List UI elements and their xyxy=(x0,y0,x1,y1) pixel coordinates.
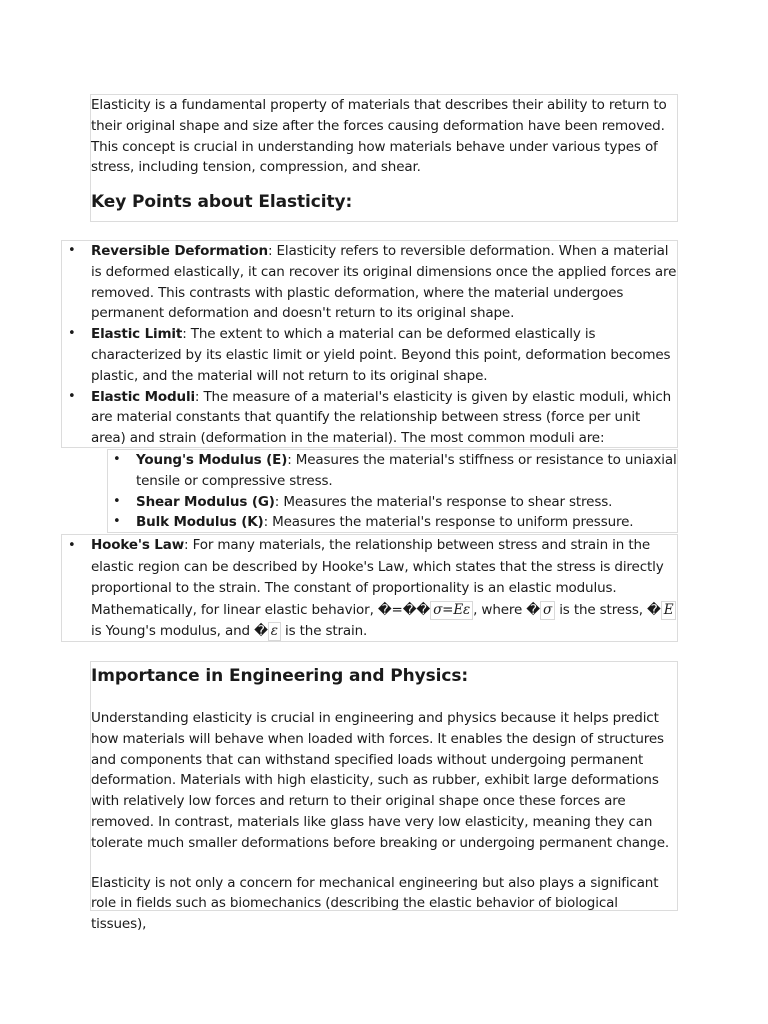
hookes-law-section xyxy=(61,534,678,642)
list-item-text: : Elasticity refers to reversible deformation. When a material is deformed elastically, it can recover its original dimensions once the applied forces are removed. This contrasts with plastic deformation, where the material undergoes permanent deformation and doesn't return to its original shape. xyxy=(91,243,677,322)
key-points-list xyxy=(62,241,677,449)
moduli-section xyxy=(107,449,678,533)
sigma-fallback: � xyxy=(526,601,540,618)
list-item-text: : The measure of a material's elasticity is given by elastic moduli, which are material constants that quantify the relationship between stress (force per unit area) and strain (deformation in the material). The most common moduli are: xyxy=(91,388,672,447)
list-item-term: Young's Modulus (E) xyxy=(136,452,288,468)
bullet-icon: • xyxy=(68,243,76,258)
bullet-icon: • xyxy=(68,388,76,404)
importance-section xyxy=(90,661,678,933)
epsilon-fallback: � xyxy=(254,623,268,639)
list-item-term: Elastic Limit xyxy=(91,326,183,343)
list-item-term: Bulk Modulus (K) xyxy=(136,514,264,531)
hookes-law-list xyxy=(62,535,677,643)
list-item-term: Reversible Deformation xyxy=(91,243,268,259)
importance-paragraph-2: Elasticity is not only a concern for mechanical engineering but also plays a significant role in fields such as biomechanics (describing the elastic behavior of biological tissues), xyxy=(91,874,659,933)
list-item-text: : Measures the material's stiffness or resistance to uniaxial tensile or compressive stress. xyxy=(136,452,677,489)
bullet-icon: • xyxy=(68,538,76,553)
bullet-icon: • xyxy=(68,326,76,342)
importance-paragraph-1: Understanding elasticity is crucial in engineering and physics because it helps predict how materials will behave when loaded with forces. It enables the design of structures and components that can withstand specified loads without undergoing permanent deformation. Materials with high elasticity, such as rubber, exhibit large deformations with relatively low forces and return to their original shape once these forces are removed. In contrast, materials like glass have very low elasticity, meaning they can tolerate much smaller deformations before breaking or undergoing permanent change. xyxy=(91,710,670,851)
youngs-text: is Young's modulus, and xyxy=(91,623,255,639)
formula-math: σ=Eε xyxy=(430,601,473,620)
epsilon-math: ε xyxy=(268,622,281,641)
list-item xyxy=(113,492,677,513)
list-item xyxy=(68,324,677,386)
list-item xyxy=(68,535,677,643)
list-item-text: : For many materials, the relationship between stress and strain in the elastic region can be described by Hooke's Law, which states that the stress is directly proportional to the strain. The constant of proportionality is an elastic modulus. Mathematically, for linear elastic behavior, xyxy=(91,537,664,618)
intro-section xyxy=(90,94,678,222)
importance-heading: Importance in Engineering and Physics: xyxy=(91,666,469,686)
list-item xyxy=(113,450,677,492)
list-item-text: : The extent to which a material can be deformed elastically is characterized by its elastic limit or yield point. Beyond this point, deformation becomes plastic, and the material will not return to its original shape. xyxy=(91,326,671,384)
key-points-heading: Key Points about Elasticity: xyxy=(91,192,353,213)
list-item-term: Shear Modulus (G) xyxy=(136,493,275,510)
list-item-term: Elastic Moduli xyxy=(91,388,195,405)
list-item-text: : Measures the material's response to shear stress. xyxy=(274,493,613,510)
strain-text: is the strain. xyxy=(280,623,368,639)
e-math: E xyxy=(661,601,677,620)
key-points-section xyxy=(61,240,678,448)
list-item xyxy=(113,512,677,533)
list-item-term: Hooke's Law xyxy=(91,537,185,553)
bullet-icon: • xyxy=(113,452,121,467)
list-item-text: : Measures the material's response to uniform pressure. xyxy=(263,514,634,531)
intro-paragraph: Elasticity is a fundamental property of materials that describes their ability to return to their original shape and size after the forces causing deformation have been removed. This concept is crucial in understanding how materials behave under various types of stress, including tension, compression, and shear. xyxy=(91,97,667,176)
formula-where: , where xyxy=(473,601,527,618)
moduli-list xyxy=(108,450,677,533)
stress-text: is the stress, xyxy=(555,601,648,618)
sigma-math: σ xyxy=(540,601,555,620)
bullet-icon: • xyxy=(113,493,121,509)
list-item xyxy=(68,241,677,324)
bullet-icon: • xyxy=(113,514,121,530)
formula-fallback: �=�� xyxy=(377,601,431,618)
list-item xyxy=(68,387,677,449)
e-fallback: � xyxy=(647,601,661,618)
